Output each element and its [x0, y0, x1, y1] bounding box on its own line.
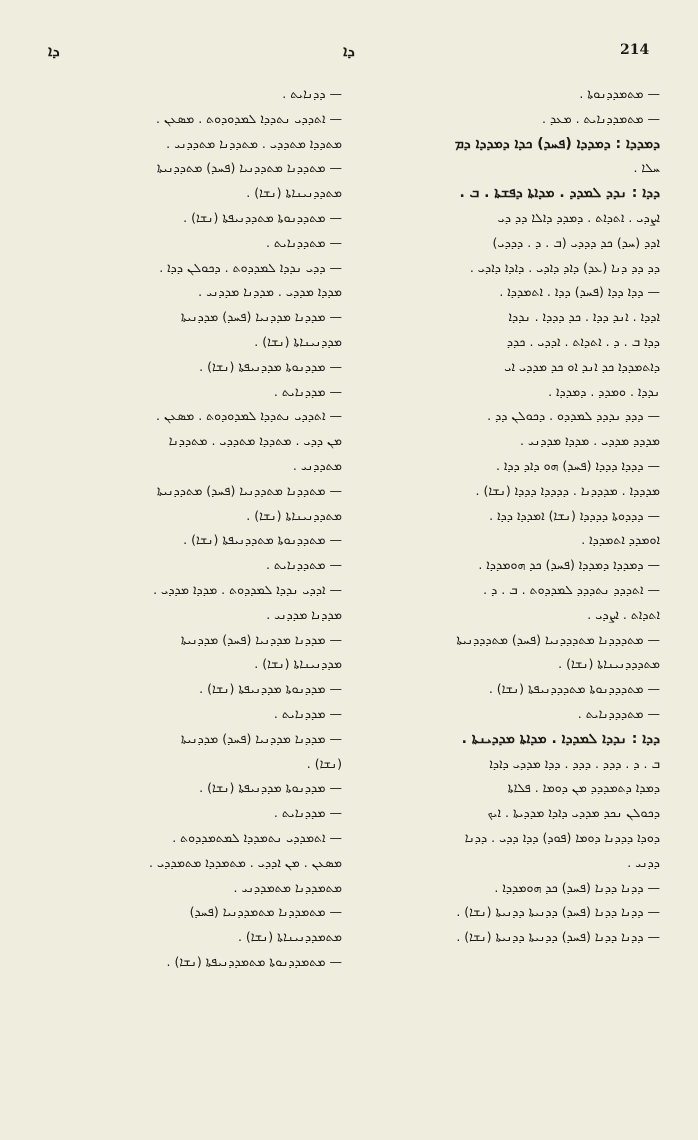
- dictionary-line: ܡܕܕܕܐ . ܡܕܕܕܢܐ . ܕܕܕܕܐ ܕܕܕܐ (ܢܫܐ) .: [475, 482, 660, 498]
- dictionary-line: — ܡܕܕܢܐ ܡܕܕܢܝܐ (ܦܚܕ) ܡܕܕܢܝܬܐ: [180, 631, 342, 647]
- dictionary-line: ܡܬܕܕܐ ܡܬܕܕܝ . ܡܬܕܕܢܐ ܡܬܕܕܢܝ .: [166, 135, 342, 151]
- page-number: 214: [620, 42, 650, 58]
- dictionary-line: — ܡܕܕܢܐܝܬ .: [273, 805, 342, 821]
- dictionary-line: — ܕܕܢܐܝܬ .: [282, 86, 342, 101]
- dictionary-line: — ܡܕܕܢܘܬܐ ܡܕܕܢܝܦܬܐ (ܢܫܐ) .: [199, 681, 342, 697]
- dictionary-line: ܕܕܐ : ܢܕܕܐ ܠܡܕܕܐ . ܡܕܐܬܐ ܡܕܕܝܢܬܐ .: [461, 730, 660, 747]
- dictionary-line: ܕܟܘܠܢ ܢܟܕ ܡܕܕܝ ܕܐܕܐ ܡܕܕܝܬܐ . ܐܝܟ: [487, 805, 660, 821]
- dictionary-line: — ܡܬܕܕܕܢܘܬܐ ܡܬܕܕܕܢܝܦܬܐ (ܢܫܐ) .: [488, 681, 660, 697]
- dictionary-line: — ܕܕܐ ܕܕܐ (ܦܚܕ) ܕܕܐ . ܐܬܡܕܕܐ .: [499, 284, 660, 300]
- dictionary-line: ܚܠܐ .: [633, 160, 660, 176]
- dictionary-line: — ܕܕܢܐ ܕܕܢܐ (ܦܚܕ) ܕܕܢܝܬܐ ܕܕܢܝܬܐ (ܢܫܐ) .: [456, 929, 660, 945]
- dictionary-line: — ܐܬܡܕܕܝ ܢܬܡܕܕܐ ܠܡܬܡܕܕܘܬ .: [172, 829, 342, 845]
- dictionary-line: — ܡܕܕܢܐ ܡܕܕܢܝܐ (ܦܚܕ) ܡܕܕܢܝܬܐ: [180, 730, 342, 746]
- dictionary-line: — ܡܬܕܕܕܢܐܝܬ .: [577, 705, 660, 721]
- dictionary-line: ܡܕܕܐ ܡܕܕܝ . ܡܕܕܢܐ ܡܕܕܢܝ .: [198, 284, 342, 300]
- dictionary-line: ܕܕܢܝ .: [627, 854, 660, 870]
- dictionary-line: — ܡܬܕܕܢܐܝܬ .: [265, 557, 342, 573]
- dictionary-line: ܕܘܕܐ ܕܕܕܢܐ ܕܘܡܐ (ܦܘܕ) ܕܕܐ ܕܕܝ . ܕܕܢܐ: [464, 829, 660, 845]
- dictionary-line: ܡܬܕܕܢܝܢܐܬܐ (ܢܫܐ) .: [246, 185, 342, 201]
- dictionary-line: ܕܕܐ ܒ . ܕ . ܐܬܕܐܬ . ܐܕܕܝ . ܟܕܕ: [506, 333, 660, 349]
- dictionary-line: ܡܕܕܢܝܢܐܬܐ (ܢܫܐ) .: [254, 656, 342, 672]
- dictionary-line: — ܐܬܕܕܕ ܢܬܕܕܕ ܠܡܕܕܘܬ . ܒ . ܕ .: [483, 581, 660, 597]
- dictionary-line: — ܡܬܕܕܢܐ ܡܬܕܕܢܝܐ (ܦܚܕ) ܡܬܕܕܢܝܬܐ: [156, 482, 342, 498]
- dictionary-line: ܐܬܕܐܬ . ܐܨܕܝ .: [587, 606, 660, 622]
- dictionary-line: ܡܢ ܕܕܝ . ܡܬܕܕܐ ܡܬܕܕܝ . ܡܬܕܕܢܐ: [168, 433, 342, 449]
- dictionary-line: ܐܨܕܝ . ܐܬܕܐܬ . ܕܡܕܕ ܕܐܠܐ ܕܕ ܕܝ: [497, 209, 660, 225]
- dictionary-line: ܕܡܕܕܐ : ܕܡܕܕܐ (ܦܚܕ) ܟܕܐ ܕܡܕܕܐ ܕܡ: [454, 135, 660, 152]
- dictionary-line: ܕܕ ܕܕ ܕܢܐ (ܥܕ) ܕܐܕ ܕܐܕܝ . ܕܐܕܐ ܕܐܕܝ .: [469, 259, 660, 275]
- dictionary-line: — ܡܬܕܕܢܐܝܬ .: [265, 234, 342, 250]
- dictionary-line: ܡܕܕܢܐ ܡܕܕܢܝ .: [266, 606, 342, 622]
- running-head-center: ܕܐ: [343, 42, 355, 60]
- dictionary-line: ܕܕܐ : ܢܕܕ ܠܡܕܕ . ܡܕܐܬܐ ܕܦܫܬܐ . ܒ .: [459, 185, 660, 202]
- left-column: [42, 82, 342, 975]
- running-head-left: ܕܐ: [48, 42, 60, 60]
- dictionary-line: — ܡܬܕܕܢܐ ܡܬܕܕܢܝܐ (ܦܚܕ) ܡܬܕܕܢܝܬܐ: [156, 160, 342, 176]
- dictionary-line: — ܡܬܡܕܕܢܘܬܐ ܡܬܡܕܕܢܝܦܬܐ (ܢܫܐ) .: [166, 953, 342, 969]
- dictionary-line: ܢܕܕܐ . ܘܡܕܕ . ܕܡܕܕܐ .: [548, 383, 660, 399]
- dictionary-line: ܡܬܕܕܢܝ .: [292, 457, 342, 473]
- dictionary-line: ܐܘܡܕܕ ܐܬܡܕܕܐ .: [581, 532, 660, 548]
- dictionary-line: ܐܕܕ (ܚܕ) ܟܕ ܕܕܕܝ (ܒ . ܕ . ܕܕܕܝ): [492, 234, 660, 250]
- dictionary-line: — ܡܬܕܕܕܢܐ ܡܬܕܕܕܢܝܐ (ܦܚܕ) ܡܬܕܕܕܢܝܬܐ: [456, 631, 660, 647]
- dictionary-line: — ܡܕܕܢܐܝܬ .: [273, 383, 342, 399]
- dictionary-line: — ܐܬܕܕܝ ܢܬܕܕܐ ܠܡܕܘܕܘܬ . ܡܣܥܢ .: [156, 408, 342, 424]
- dictionary-line: ܕܐܬܡܕܕܐ ܟܕ ܐܢܕ ܐܘ ܟܕ ܡܕܕܝ ܐܝ: [504, 358, 660, 374]
- dictionary-line: — ܐܕܕܝ ܢܕܕܐ ܠܡܕܕܘܬ . ܡܕܕܐ ܡܕܕܝ .: [153, 581, 342, 597]
- dictionary-line: ܡܬܡܕܕܢܐ ܡܬܡܕܕܢܝ .: [233, 879, 342, 895]
- dictionary-line: — ܕܕܢܐ ܕܕܢܐ (ܦܚܕ) ܕܕܢܝܬܐ ܕܕܢܝܬܐ (ܢܫܐ) .: [456, 904, 660, 920]
- dictionary-line: — ܡܕܕܢܘܬܐ ܡܕܕܢܝܦܬܐ (ܢܫܐ) .: [199, 358, 342, 374]
- dictionary-line: — ܕܕܕ ܢܕܕܕ ܠܡܕܕܘ . ܕܟܘܠܢ ܕܕ .: [487, 408, 660, 424]
- dictionary-line: — ܕܡܕܕܐ ܕܡܕܕܐ (ܦܚܕ) ܟܕ ܗܘܡܕܕܐ .: [478, 557, 660, 573]
- dictionary-line: — ܐܬܕܕܝ ܢܬܕܕܐ ܠܡܕܘܕܘܬ . ܡܣܥܢ .: [156, 110, 342, 126]
- right-column: [360, 82, 660, 950]
- dictionary-line: ܡܬܡܕܕܢܝܢܐܬܐ (ܢܫܐ) .: [237, 929, 342, 945]
- dictionary-line: — ܡܕܕܢܐ ܡܕܕܢܝܐ (ܦܚܕ) ܡܕܕܢܝܬܐ: [180, 309, 342, 325]
- dictionary-line: — ܡܬܡܕܕܢܐ ܡܬܡܕܕܢܝܐ (ܦܚܕ): [189, 904, 342, 920]
- column-gutter: [348, 82, 349, 1022]
- dictionary-line: — ܡܬܕܕܢܘܬܐ ܡܬܕܕܢܝܦܬܐ (ܢܫܐ) .: [183, 532, 342, 548]
- dictionary-line: — ܡܕܕܢܘܬܐ ܡܕܕܢܝܦܬܐ (ܢܫܐ) .: [199, 780, 342, 796]
- dictionary-line: ܒ . ܕ . ܕܕܕ . ܕܕܕ . ܕܕܐ ܡܕܕܝ ܕܐܕܐ: [489, 755, 660, 771]
- dictionary-line: — ܕܕܕܐ ܕܕܕܐ (ܦܚܕ) ܗܘ ܕܐܕ ܕܕܐ .: [495, 457, 660, 473]
- dictionary-line: ܡܣܥܢ . ܡܢ ܐܕܕܝ . ܡܬܡܕܕܐ ܡܬܡܕܕܝ .: [149, 854, 342, 870]
- dictionary-line: — ܡܬܡܕܕܢܐܝܬ . ܡܥܕ .: [542, 110, 660, 126]
- dictionary-line: — ܕܕܕܘܬܐ ܕܕܕܕܐ (ܢܫܐ) ܐܡܕܕܐ ܕܕܐ .: [489, 507, 660, 523]
- dictionary-line: — ܕܕܝ ܢܕܕܐ ܠܡܕܕܘܬ . ܕܟܘܠܢ ܕܕܐ .: [159, 259, 342, 275]
- dictionary-line: ܕܡܕܐ ܕܬܡܕܕܕ ܡܢ ܕܘܡܐ . ܦܠܐܬܐ: [507, 780, 660, 796]
- dictionary-line: ܐܕܕܐ . ܐܢܕ ܕܕܐ . ܟܕ ܕܕܕܐ . ܢܕܕܐ: [508, 309, 660, 325]
- dictionary-line: — ܡܕܕܢܐܝܬ .: [273, 705, 342, 721]
- dictionary-line: — ܕܕܢܐ ܕܕܢܐ (ܦܚܕ) ܟܕ ܗܘܡܕܕܐ .: [494, 879, 660, 895]
- dictionary-line: ܡܬܕܕܢܝܢܐܬܐ (ܢܫܐ) .: [246, 507, 342, 523]
- dictionary-line: ܡܕܕܕ ܡܕܕܝ . ܡܕܕܐ ܡܕܕܢܝ .: [519, 433, 660, 449]
- dictionary-line: ܡܬܕܕܕܢܝܢܐܬܐ (ܢܫܐ) .: [558, 656, 660, 672]
- dictionary-line: ܡܕܕܢܝܢܐܬܐ (ܢܫܐ) .: [254, 333, 342, 349]
- dictionary-line: — ܡܬܕܕܢܘܬܐ ܡܬܕܕܢܝܦܬܐ (ܢܫܐ) .: [183, 209, 342, 225]
- dictionary-line: (ܢܫܐ) .: [306, 755, 342, 771]
- dictionary-line: — ܡܬܡܕܕܢܘܬܐ .: [579, 86, 660, 101]
